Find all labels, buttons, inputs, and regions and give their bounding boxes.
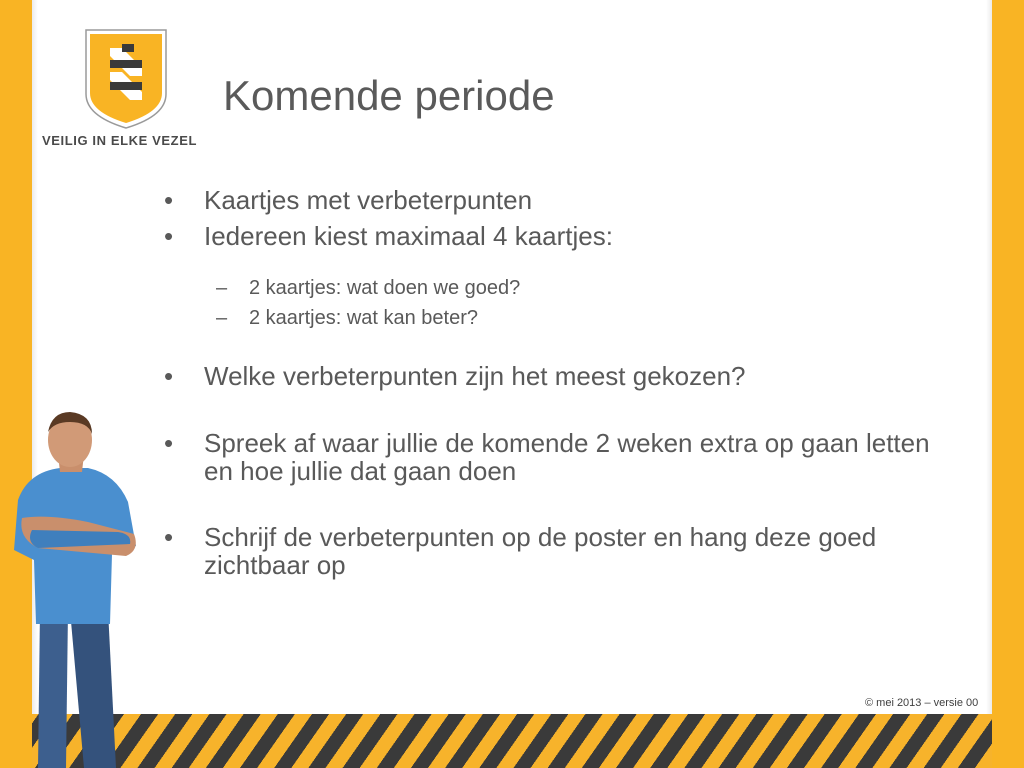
bullet-text: Kaartjes met verbeterpunten — [204, 185, 533, 215]
slide-title: Komende periode — [223, 72, 555, 119]
bullet-text: Welke verbeterpunten zijn het meest gekozen? — [204, 361, 746, 391]
sub-bullet-text: 2 kaartjes: wat kan beter? — [249, 307, 479, 329]
bullet-icon: • — [164, 522, 174, 552]
dash-icon: – — [216, 277, 228, 299]
bullet-icon: • — [164, 428, 174, 458]
person-illustration — [8, 410, 148, 768]
footer-version: © mei 2013 – versie 00 — [865, 697, 979, 709]
bullet-list — [164, 185, 964, 579]
dash-icon: – — [216, 307, 228, 329]
bullet-text: Spreek af waar jullie de komende 2 weken extra op gaan letten en hoe jullie dat gaan doen — [204, 428, 930, 486]
sub-bullet-item — [164, 305, 964, 331]
bullet-item — [164, 185, 964, 215]
hazard-stripes — [32, 714, 992, 768]
bullet-icon: • — [164, 185, 174, 215]
bullet-icon: • — [164, 361, 174, 391]
bullet-text: Iedereen kiest maximaal 4 kaartjes: — [204, 221, 613, 251]
right-border — [992, 0, 1024, 768]
sub-bullet-text: 2 kaartjes: wat doen we goed? — [249, 277, 521, 299]
logo-caption: VEILIG IN ELKE VEZEL — [42, 133, 198, 148]
sub-bullet-item — [164, 275, 964, 301]
bullet-icon: • — [164, 221, 174, 251]
hazard-stripes-edge — [992, 714, 1024, 768]
bullet-item — [164, 429, 964, 485]
bullet-item — [164, 523, 964, 579]
bullet-item — [164, 221, 964, 251]
bullet-text: Schrijf de verbeterpunten op de poster en hang deze goed zichtbaar op — [204, 522, 877, 580]
bullet-item — [164, 361, 964, 391]
